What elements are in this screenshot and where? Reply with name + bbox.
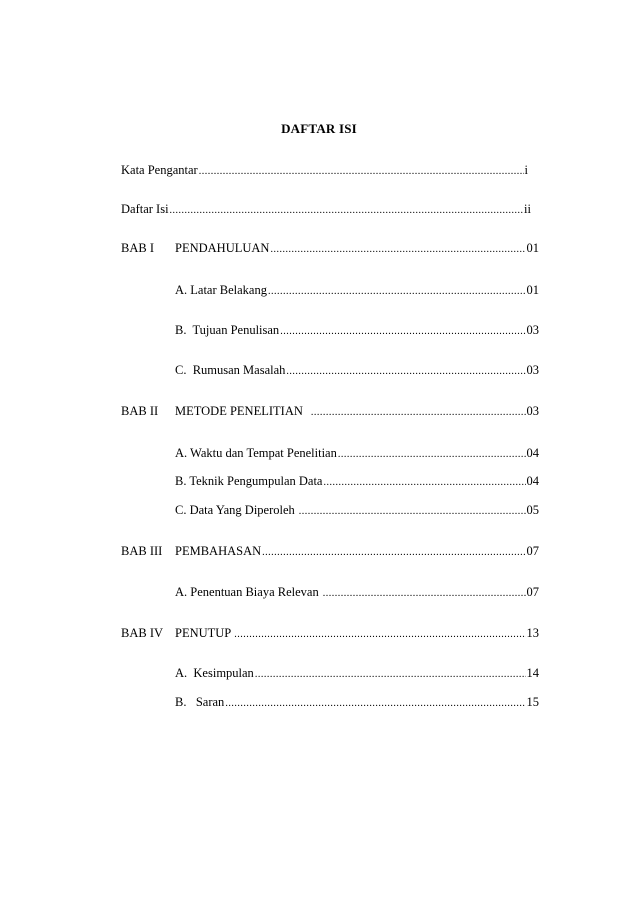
toc-leader-dots [262,545,525,561]
toc-entry-page: 14 [526,666,539,680]
toc-sub-rumusan-masalah [175,362,539,378]
toc-entry-label: C. Data Yang Diperoleh [175,503,295,517]
toc-chapter-metode-penelitian [175,403,539,419]
toc-leader-dots [268,284,526,300]
toc-sub-tujuan-penulisan [175,322,539,338]
toc-sub-latar-belakang [175,282,539,298]
toc-entry-page: 03 [526,363,539,377]
toc-leader-dots [323,586,526,602]
toc-sub-data-diperoleh [175,502,539,518]
chapter-number: BAB IV [121,626,164,640]
toc-sub-waktu-tempat [175,445,539,461]
toc-entry-label: PENUTUP [175,626,232,640]
toc-entry-label: B. Tujuan Penulisan [175,323,280,337]
toc-leader-dots [286,364,525,380]
toc-entry-label: Daftar Isi [121,202,169,216]
toc-leader-dots [255,667,526,683]
chapter-number: BAB II [121,404,159,418]
toc-entry-label: METODE PENELITIAN [175,404,303,418]
toc-entry-page: 05 [526,503,539,517]
toc-entry-page: 15 [526,695,539,709]
toc-chapter-penutup [175,625,539,641]
toc-leader-dots [234,627,525,643]
toc-entry-label: PEMBAHASAN [175,544,262,558]
toc-entry-label: B. Saran [175,695,225,709]
toc-leader-dots [199,164,524,180]
toc-leader-dots [311,405,526,421]
toc-entry-label: B. Teknik Pengumpulan Data [175,474,323,488]
toc-leader-dots [270,242,525,258]
toc-entry-page: 13 [526,626,539,640]
toc-entry-page: 03 [526,404,539,418]
toc-entry-page: 07 [526,585,539,599]
toc-sub-teknik-pengumpulan [175,473,539,489]
chapter-number: BAB I [121,241,154,255]
toc-entry-label: A. Waktu dan Tempat Penelitian [175,446,337,460]
toc-sub-saran [175,694,539,710]
toc-entry-page: 01 [526,241,539,255]
toc-leader-dots [280,324,525,340]
toc-chapter-pendahuluan [175,240,539,256]
toc-sub-kesimpulan [175,665,539,681]
toc-entry-label: A. Kesimpulan [175,666,254,680]
toc-entry-page: i [524,163,528,177]
toc-entry-page: 07 [526,544,539,558]
toc-entry-daftar-isi [121,201,531,217]
toc-entry-kata-pengantar [121,162,528,178]
toc-leader-dots [338,447,526,463]
toc-entry-label: PENDAHULUAN [175,241,270,255]
toc-entry-page: 03 [526,323,539,337]
toc-leader-dots [299,504,526,520]
toc-entry-page: 04 [526,446,539,460]
toc-entry-label: Kata Pengantar [121,163,198,177]
toc-chapter-pembahasan [175,543,539,559]
toc-leader-dots [170,203,524,219]
toc-sub-biaya-relevan [175,584,539,600]
page-title: DAFTAR ISI [281,121,357,136]
toc-entry-label: A. Latar Belakang [175,283,267,297]
toc-entry-page: 01 [526,283,539,297]
toc-entry-label: A. Penentuan Biaya Relevan [175,585,319,599]
toc-leader-dots [324,475,526,491]
toc-entry-label: C. Rumusan Masalah [175,363,286,377]
toc-entry-page: 04 [526,474,539,488]
toc-leader-dots [225,696,525,712]
toc-entry-page: ii [524,202,531,216]
chapter-number: BAB III [121,544,163,558]
